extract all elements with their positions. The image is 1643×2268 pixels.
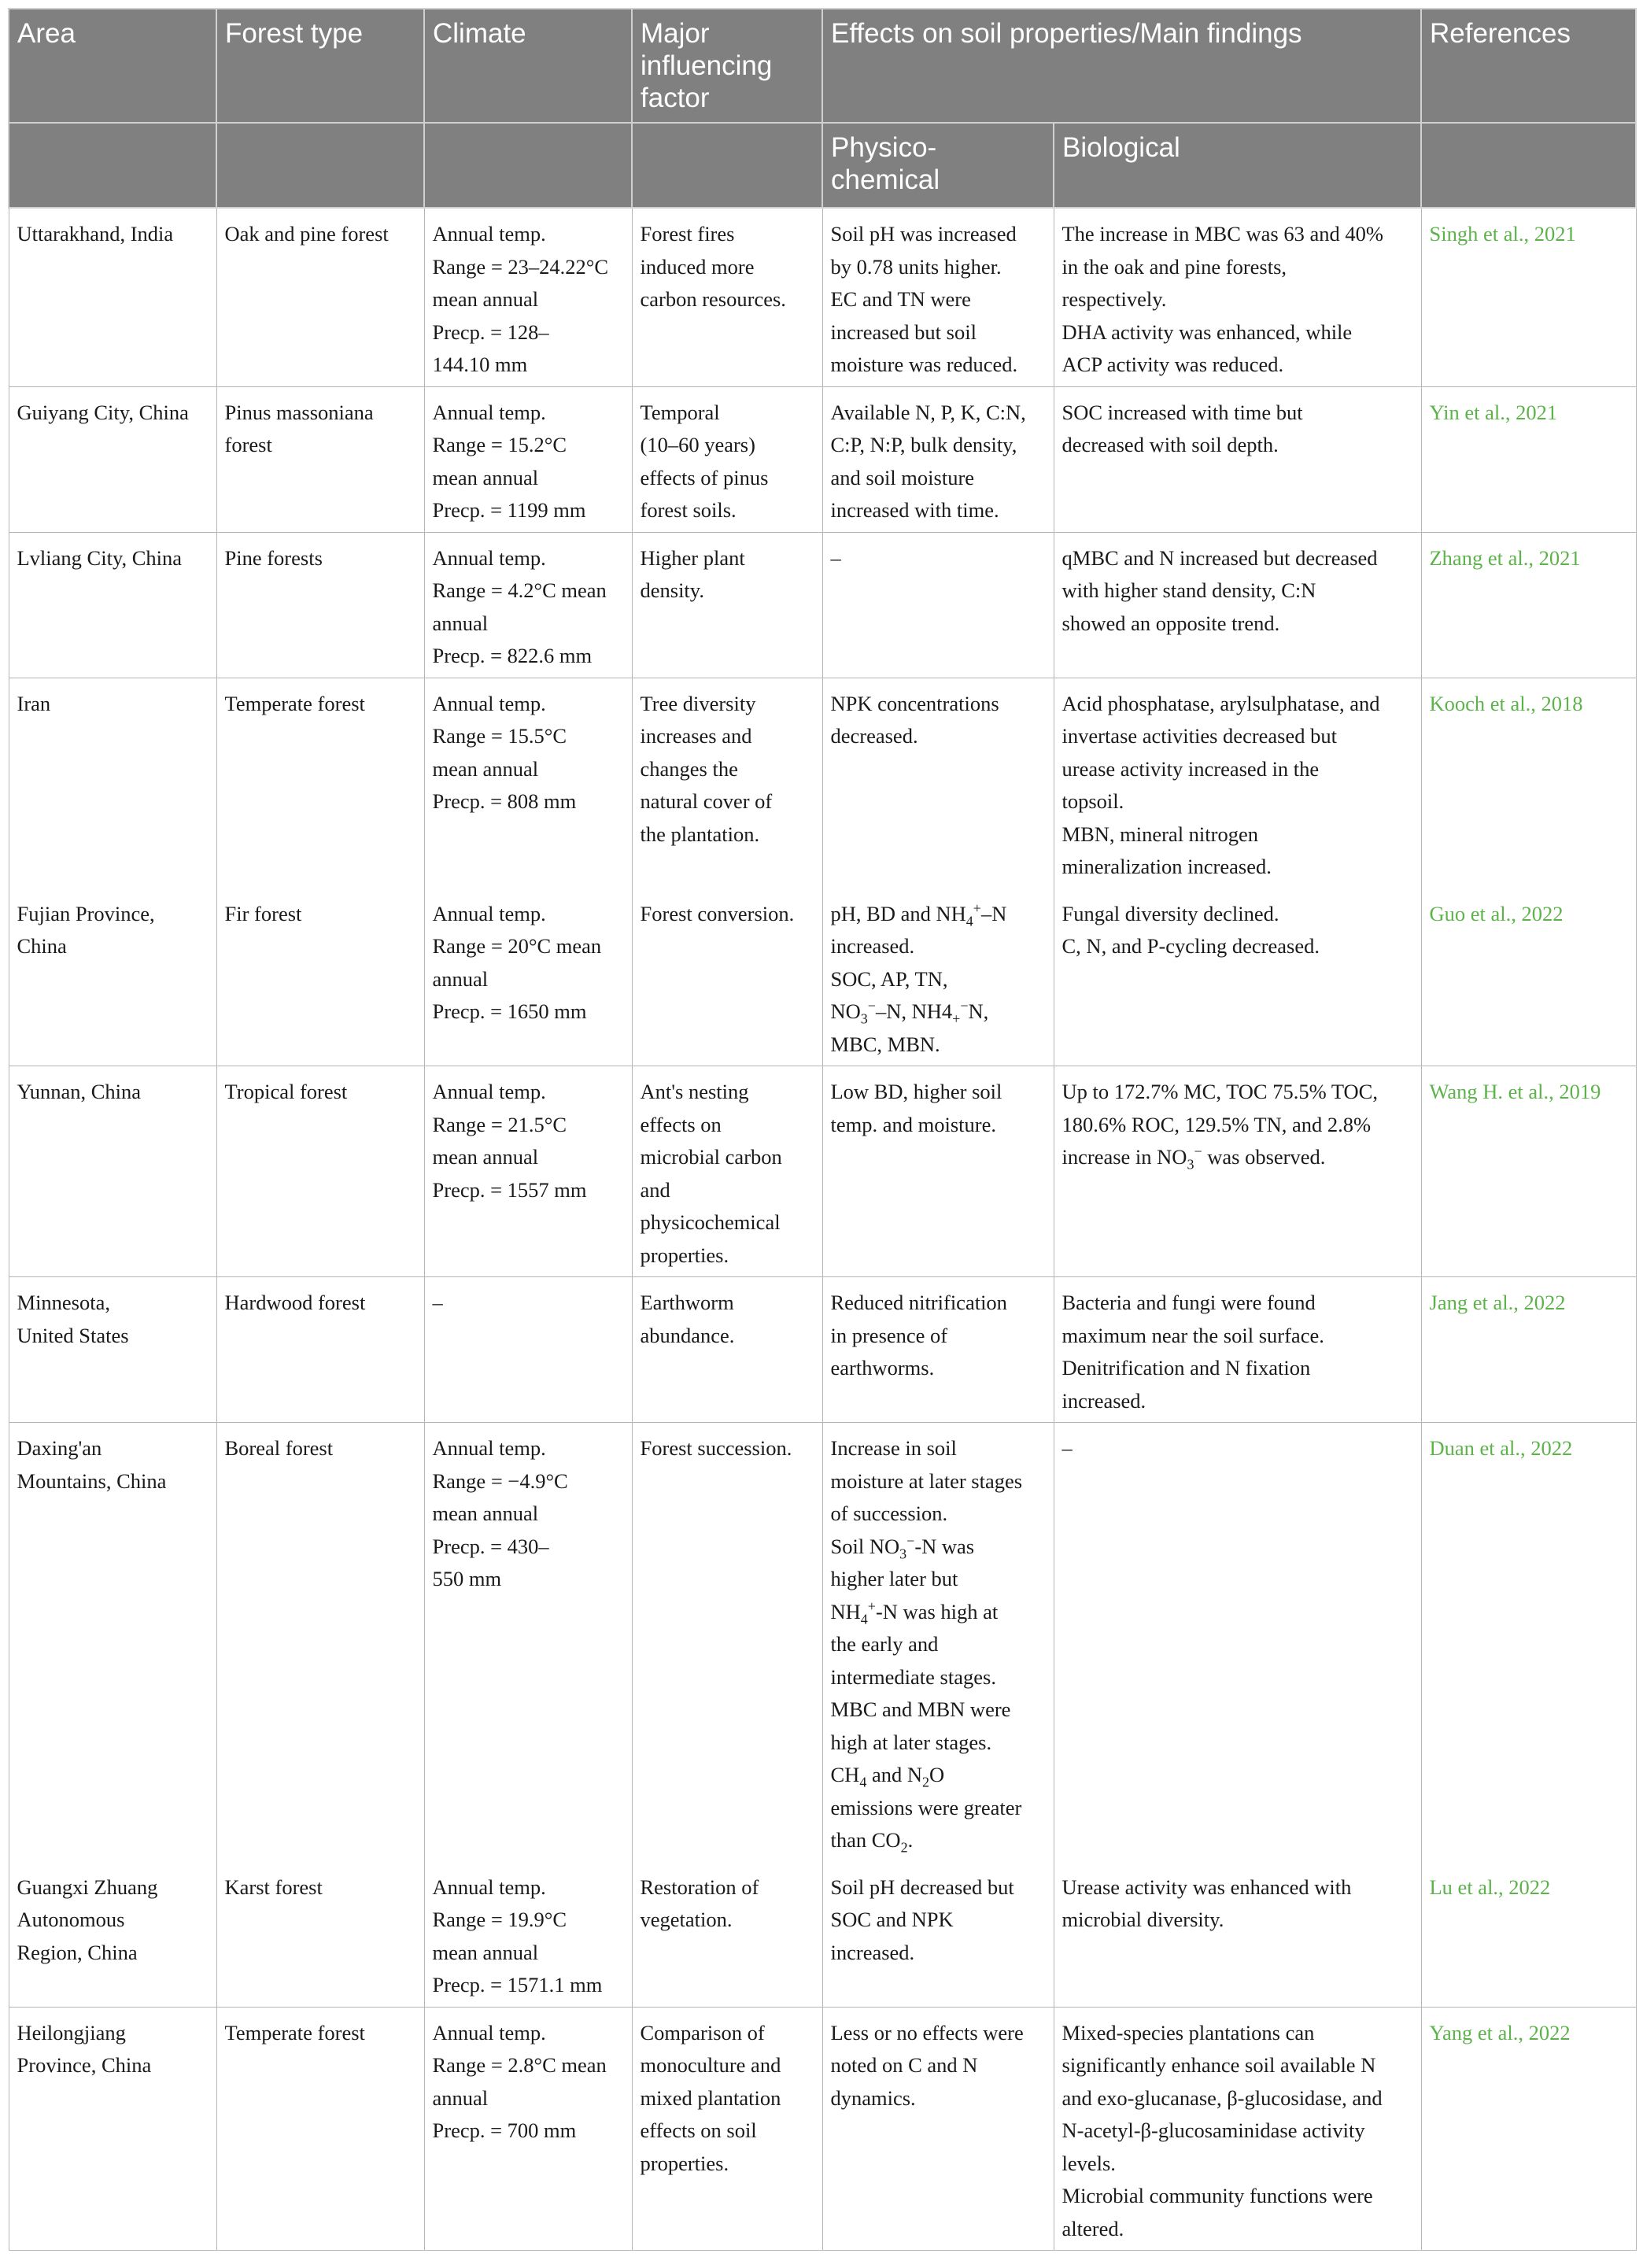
cell-area-line: Fujian Province,: [17, 901, 155, 925]
table-row: [9, 386, 1636, 532]
cell-factor: [632, 1277, 822, 1423]
header-forest-type: Forest type: [216, 9, 424, 123]
cell-area: [9, 1066, 216, 1277]
cell-climate: [424, 1066, 632, 1277]
cell-climate-line: Precp. = 1650 mm: [432, 999, 587, 1023]
cell-factor-line: induced more: [640, 254, 755, 279]
cell-area-line: Lvliang City, China: [17, 545, 183, 570]
cell-physico-chemical-line: Soil pH decreased but: [830, 1875, 1014, 1899]
reference-link[interactable]: Jang et al., 2022: [1429, 1291, 1566, 1314]
cell-reference: [1421, 208, 1636, 386]
cell-physico-chemical-line: C:P, N:P, bulk density,: [830, 433, 1017, 456]
cell-physico-chemical-line: than $CO_2$.: [830, 1828, 914, 1856]
header-physico-line: Physico-: [831, 132, 937, 163]
header-climate: Climate: [424, 9, 632, 123]
cell-climate: [424, 678, 632, 888]
cell-biological-line: Bacteria and fungi were found: [1061, 1291, 1316, 1314]
cell-area-line: Autonomous: [17, 1908, 125, 1931]
cell-physico-chemical-line: increased.: [830, 934, 915, 958]
cell-climate-line: Annual temp.: [432, 545, 546, 570]
cell-area: [9, 1423, 216, 1862]
cell-climate: [424, 888, 632, 1066]
cell-physico-chemical-line: Available N, P, K, C:N,: [830, 400, 1026, 424]
table-body: [9, 208, 1636, 2251]
cell-physico-chemical-line: noted on C and N: [830, 2053, 978, 2077]
cell-physico-chemical: [822, 1277, 1054, 1423]
cell-biological: [1054, 2007, 1421, 2251]
cell-climate-line: Range = 19.9°C: [432, 1908, 567, 1931]
cell-climate-line: mean annual: [432, 287, 539, 311]
cell-biological: [1054, 386, 1421, 532]
cell-biological-line: levels.: [1061, 2151, 1116, 2175]
cell-climate-line: Precp. = 808 mm: [432, 789, 577, 813]
cell-biological: [1054, 1423, 1421, 1862]
cell-physico-chemical-line: by 0.78 units higher.: [830, 254, 1002, 279]
cell-biological-line: Mixed-species plantations can: [1061, 2020, 1315, 2045]
cell-climate-line: Precp. = 1557 mm: [432, 1177, 587, 1202]
header-factor-line: influencing: [641, 50, 773, 81]
cell-climate-line: Range = −4.9°C: [432, 1468, 568, 1493]
cell-biological-line: 180.6% ROC, 129.5% TN, and 2.8%: [1061, 1112, 1372, 1136]
cell-climate-line: Range = 23–24.22°C: [432, 254, 609, 279]
cell-physico-chemical-line: earthworms.: [830, 1356, 935, 1380]
cell-forest-type-line: Pine forests: [224, 545, 323, 570]
cell-physico-chemical-line: $NO_3^--N$, $NH4_+^-N$,: [830, 998, 989, 1027]
cell-area: [9, 678, 216, 888]
cell-area-line: Iran: [17, 691, 51, 715]
header-area: Area: [9, 9, 216, 123]
cell-forest-type-line: Temperate forest: [224, 691, 365, 715]
cell-biological: [1054, 678, 1421, 888]
cell-climate: [424, 1277, 632, 1423]
header-physico-line: chemical: [831, 164, 940, 195]
cell-biological-line: with higher stand density, C:N: [1061, 578, 1316, 602]
cell-climate-line: Range = 15.5°C: [432, 724, 567, 748]
cell-factor-line: effects on soil: [640, 2118, 757, 2142]
cell-climate-line: Range = 15.2°C: [432, 433, 567, 456]
cell-forest-type-line: Pinus massoniana: [224, 400, 374, 424]
cell-climate-line: Range = 21.5°C: [432, 1112, 567, 1136]
cell-climate-line: annual: [432, 611, 489, 635]
cell-climate-line: Precp. = 700 mm: [432, 2118, 577, 2142]
cell-physico-chemical-line: in presence of: [830, 1323, 948, 1347]
cell-factor-line: monoculture and: [640, 2053, 781, 2077]
cell-biological-line: significantly enhance soil available N: [1061, 2053, 1376, 2077]
cell-factor-line: physicochemical: [640, 1210, 781, 1234]
cell-climate-line: Annual temp.: [432, 1080, 546, 1103]
cell-forest-type-line: Temperate forest: [224, 2020, 365, 2045]
table-row: [9, 532, 1636, 678]
reference-link[interactable]: Wang H. et al., 2019: [1429, 1080, 1601, 1103]
cell-area-line: Region, China: [17, 1940, 138, 1964]
cell-biological: [1054, 1862, 1421, 2008]
cell-biological-line: Denitrification and N fixation: [1061, 1356, 1311, 1380]
soil-effects-table: [8, 8, 1637, 2251]
cell-factor-line: increases and: [640, 724, 752, 748]
cell-climate-line: Annual temp.: [432, 691, 546, 715]
cell-factor-line: Temporal: [640, 400, 720, 424]
cell-forest-type: [216, 1423, 424, 1862]
cell-physico-chemical: [822, 532, 1054, 678]
cell-climate-line: mean annual: [432, 1145, 539, 1169]
cell-factor-line: carbon resources.: [640, 287, 786, 311]
table-row: [9, 2007, 1636, 2251]
cell-factor: [632, 1066, 822, 1277]
cell-climate: [424, 2007, 632, 2251]
cell-climate: [424, 386, 632, 532]
cell-forest-type: [216, 678, 424, 888]
cell-climate-line: Precp. = 430–: [432, 1534, 549, 1558]
cell-area-line: Heilongjiang: [17, 2020, 126, 2045]
cell-area-line: United States: [17, 1323, 129, 1347]
cell-factor-line: natural cover of: [640, 789, 773, 813]
header-empty: [632, 123, 822, 208]
cell-physico-chemical-line: higher later but: [830, 1567, 958, 1590]
cell-forest-type: [216, 386, 424, 532]
cell-area-line: Guiyang City, China: [17, 400, 189, 424]
cell-physico-chemical-line: the early and: [830, 1632, 939, 1656]
cell-physico-chemical-line: $CH_4$ and $N_2O$: [830, 1763, 945, 1790]
cell-climate-line: Range = 4.2°C mean: [432, 578, 607, 602]
cell-biological: [1054, 532, 1421, 678]
cell-factor-line: Comparison of: [640, 2020, 765, 2045]
cell-biological: [1054, 1277, 1421, 1423]
cell-reference: [1421, 1862, 1636, 2008]
cell-reference: [1421, 1066, 1636, 1277]
reference-link[interactable]: Zhang et al., 2021: [1429, 545, 1581, 570]
cell-biological-line: –: [1061, 1436, 1073, 1460]
cell-area-line: Minnesota,: [17, 1291, 110, 1314]
cell-physico-chemical-line: Less or no effects were: [830, 2020, 1024, 2045]
cell-physico-chemical-line: dynamics.: [830, 2085, 916, 2110]
table-row: [9, 1277, 1636, 1423]
cell-biological-line: Fungal diversity declined.: [1061, 901, 1279, 925]
cell-factor-line: and: [640, 1177, 670, 1202]
cell-biological-line: urease activity increased in the: [1061, 756, 1320, 781]
cell-forest-type: [216, 208, 424, 386]
cell-forest-type-line: Boreal forest: [224, 1436, 334, 1460]
cell-climate-line: mean annual: [432, 1502, 539, 1525]
cell-climate-line: Annual temp.: [432, 400, 546, 424]
cell-physico-chemical: [822, 1423, 1054, 1862]
cell-biological-line: C, N, and P-cycling decreased.: [1061, 934, 1320, 958]
cell-biological-line: Microbial community functions were: [1061, 2184, 1373, 2207]
cell-biological-line: Up to 172.7% MC, TOC 75.5% TOC,: [1061, 1080, 1378, 1103]
cell-climate-line: Annual temp.: [432, 901, 546, 925]
cell-factor-line: effects on: [640, 1112, 722, 1136]
cell-physico-chemical-line: EC and TN were: [830, 287, 971, 311]
cell-factor-line: vegetation.: [640, 1908, 733, 1931]
cell-area: [9, 1862, 216, 2008]
cell-factor-line: microbial carbon: [640, 1145, 782, 1169]
cell-factor: [632, 1423, 822, 1862]
cell-climate-line: Precp. = 1571.1 mm: [432, 1973, 603, 1997]
header-empty: [9, 123, 216, 208]
cell-physico-chemical-line: increased but soil: [830, 320, 977, 344]
cell-factor-line: Higher plant: [640, 545, 745, 570]
cell-climate-line: 550 mm: [432, 1567, 502, 1590]
cell-climate-line: annual: [432, 2085, 489, 2110]
reference-link[interactable]: Singh et al., 2021: [1429, 222, 1576, 246]
cell-area-line: Daxing'an: [17, 1436, 102, 1460]
cell-factor: [632, 1862, 822, 2008]
cell-biological-line: in the oak and pine forests,: [1061, 254, 1287, 279]
cell-biological-line: MBN, mineral nitrogen: [1061, 822, 1258, 846]
cell-factor-line: Forest succession.: [640, 1436, 792, 1460]
cell-physico-chemical: [822, 888, 1054, 1066]
cell-factor-line: the plantation.: [640, 822, 760, 846]
cell-biological-line: altered.: [1061, 2216, 1124, 2240]
cell-biological-line: qMBC and N increased but decreased: [1061, 545, 1378, 570]
table-row: [9, 1423, 1636, 1862]
cell-area-line: Guangxi Zhuang: [17, 1875, 158, 1899]
cell-reference: [1421, 678, 1636, 888]
table-row: [9, 1066, 1636, 1277]
cell-factor: [632, 208, 822, 386]
cell-area-line: China: [17, 934, 67, 958]
cell-forest-type: [216, 888, 424, 1066]
header-physico-chemical: [822, 123, 1054, 208]
cell-reference: [1421, 1423, 1636, 1862]
cell-physico-chemical-line: of succession.: [830, 1502, 948, 1525]
cell-area: [9, 386, 216, 532]
cell-area-line: Mountains, China: [17, 1468, 167, 1493]
cell-forest-type-line: forest: [224, 433, 272, 456]
cell-physico-chemical-line: and soil moisture: [830, 465, 975, 489]
header-biological: Biological: [1054, 123, 1421, 208]
cell-climate: [424, 532, 632, 678]
reference-link[interactable]: Kooch et al., 2018: [1429, 691, 1583, 715]
table-row: [9, 1862, 1636, 2008]
cell-factor-line: properties.: [640, 1243, 729, 1267]
reference-link[interactable]: Duan et al., 2022: [1429, 1436, 1573, 1460]
cell-physico-chemical-line: emissions were greater: [830, 1795, 1022, 1819]
cell-climate-line: Annual temp.: [432, 1436, 546, 1460]
header-factor-line: factor: [641, 83, 710, 113]
cell-physico-chemical-line: Low BD, higher soil: [830, 1080, 1002, 1103]
cell-reference: [1421, 888, 1636, 1066]
reference-link[interactable]: Lu et al., 2022: [1429, 1875, 1551, 1899]
cell-climate-line: Annual temp.: [432, 1875, 546, 1899]
cell-forest-type: [216, 1862, 424, 2008]
cell-biological-line: mineralization increased.: [1061, 855, 1272, 878]
cell-factor-line: changes the: [640, 756, 738, 781]
cell-physico-chemical: [822, 1066, 1054, 1277]
header-empty: [1421, 123, 1636, 208]
table-row: [9, 888, 1636, 1066]
cell-physico-chemical: [822, 2007, 1054, 2251]
cell-biological: [1054, 208, 1421, 386]
cell-physico-chemical: [822, 208, 1054, 386]
cell-climate: [424, 1862, 632, 2008]
cell-area-line: Uttarakhand, India: [17, 222, 174, 246]
cell-area: [9, 1277, 216, 1423]
cell-biological-line: DHA activity was enhanced, while: [1061, 320, 1353, 344]
header-empty: [216, 123, 424, 208]
cell-physico-chemical: [822, 386, 1054, 532]
cell-biological-line: Acid phosphatase, arylsulphatase, and: [1061, 691, 1380, 715]
cell-forest-type: [216, 2007, 424, 2251]
cell-physico-chemical-line: increased.: [830, 1940, 915, 1964]
cell-forest-type-line: Hardwood forest: [224, 1291, 366, 1314]
header-references: References: [1421, 9, 1636, 123]
table-header: [9, 9, 1636, 208]
reference-link[interactable]: Yin et al., 2021: [1429, 400, 1558, 424]
cell-biological: [1054, 1066, 1421, 1277]
cell-physico-chemical-line: –: [830, 545, 841, 570]
cell-factor: [632, 2007, 822, 2251]
cell-physico-chemical-line: MBC, MBN.: [830, 1032, 940, 1056]
cell-area: [9, 532, 216, 678]
cell-climate-line: –: [432, 1291, 443, 1314]
cell-climate-line: mean annual: [432, 1940, 539, 1964]
cell-physico-chemical-line: MBC and MBN were: [830, 1697, 1011, 1721]
cell-reference: [1421, 532, 1636, 678]
cell-forest-type-line: Fir forest: [224, 901, 302, 925]
cell-physico-chemical-line: Increase in soil: [830, 1436, 957, 1460]
cell-biological-line: invertase activities decreased but: [1061, 724, 1337, 748]
cell-biological-line: The increase in MBC was 63 and 40%: [1061, 222, 1383, 246]
cell-factor-line: properties.: [640, 2151, 729, 2175]
cell-factor: [632, 386, 822, 532]
cell-physico-chemical-line: pH, BD and $NH_4^+-N$: [830, 899, 1007, 929]
table-row: [9, 208, 1636, 386]
cell-climate-line: Range = 20°C mean: [432, 934, 602, 958]
cell-factor-line: Earthworm: [640, 1291, 734, 1314]
cell-biological-line: Urease activity was enhanced with: [1061, 1875, 1352, 1899]
header-factor-line: Major: [641, 18, 710, 49]
cell-reference: [1421, 2007, 1636, 2251]
cell-climate-line: Precp. = 128–: [432, 320, 549, 344]
cell-biological-line: microbial diversity.: [1061, 1908, 1224, 1931]
cell-biological-line: ACP activity was reduced.: [1061, 353, 1284, 376]
cell-physico-chemical-line: NPK concentrations: [830, 691, 999, 715]
cell-factor-line: mixed plantation: [640, 2085, 781, 2110]
cell-physico-chemical-line: Reduced nitrification: [830, 1291, 1007, 1314]
cell-reference: [1421, 1277, 1636, 1423]
header-effects: Effects on soil properties/Main findings: [822, 9, 1421, 123]
cell-factor-line: Forest conversion.: [640, 901, 795, 925]
cell-forest-type: [216, 1277, 424, 1423]
cell-climate-line: Precp. = 822.6 mm: [432, 644, 593, 667]
cell-climate: [424, 1423, 632, 1862]
cell-forest-type-line: Oak and pine forest: [224, 222, 389, 246]
cell-physico-chemical-line: increased with time.: [830, 498, 999, 522]
cell-factor-line: Restoration of: [640, 1875, 759, 1899]
cell-physico-chemical-line: Soil $NO_3^--N$ was: [830, 1532, 975, 1561]
table-row: [9, 678, 1636, 888]
cell-climate-line: mean annual: [432, 756, 539, 781]
cell-biological-line: increased.: [1061, 1388, 1146, 1413]
cell-biological-line: respectively.: [1061, 287, 1167, 311]
cell-physico-chemical-line: Soil pH was increased: [830, 222, 1017, 246]
cell-forest-type-line: Tropical forest: [224, 1080, 348, 1103]
cell-physico-chemical-line: moisture was reduced.: [830, 353, 1018, 376]
cell-factor-line: abundance.: [640, 1323, 735, 1347]
cell-physico-chemical-line: SOC and NPK: [830, 1908, 954, 1931]
cell-factor-line: density.: [640, 578, 704, 602]
cell-climate: [424, 208, 632, 386]
cell-climate-line: Annual temp.: [432, 2020, 546, 2045]
cell-reference: [1421, 386, 1636, 532]
cell-factor-line: Ant's nesting: [640, 1080, 749, 1103]
cell-physico-chemical-line: $NH_4^+-N$ was high at: [830, 1598, 999, 1627]
cell-factor-line: Forest fires: [640, 222, 735, 246]
cell-area: [9, 2007, 216, 2251]
cell-physico-chemical-line: moisture at later stages: [830, 1468, 1023, 1493]
cell-factor: [632, 532, 822, 678]
cell-physico-chemical-line: intermediate stages.: [830, 1664, 996, 1689]
cell-factor: [632, 888, 822, 1066]
cell-factor: [632, 678, 822, 888]
cell-climate-line: Range = 2.8°C mean: [432, 2053, 607, 2077]
cell-factor-line: Tree diversity: [640, 691, 756, 715]
cell-physico-chemical-line: high at later stages.: [830, 1730, 992, 1754]
cell-factor-line: forest soils.: [640, 498, 737, 522]
cell-biological-line: maximum near the soil surface.: [1061, 1323, 1324, 1347]
cell-area-line: Province, China: [17, 2053, 152, 2077]
cell-physico-chemical-line: decreased.: [830, 724, 918, 748]
cell-climate-line: Annual temp.: [432, 222, 546, 246]
cell-physico-chemical: [822, 1862, 1054, 2008]
cell-forest-type: [216, 532, 424, 678]
cell-area-line: Yunnan, China: [17, 1080, 142, 1103]
header-empty: [424, 123, 632, 208]
cell-factor-line: effects of pinus: [640, 465, 769, 489]
cell-biological-line: topsoil.: [1061, 789, 1124, 813]
cell-climate-line: 144.10 mm: [432, 353, 528, 376]
cell-forest-type-line: Karst forest: [224, 1875, 323, 1899]
cell-biological-line: and exo-glucanase, β-glucosidase, and: [1061, 2085, 1383, 2110]
cell-area: [9, 888, 216, 1066]
reference-link[interactable]: Guo et al., 2022: [1429, 901, 1564, 925]
reference-link[interactable]: Yang et al., 2022: [1429, 2020, 1571, 2045]
cell-physico-chemical: [822, 678, 1054, 888]
cell-climate-line: Precp. = 1199 mm: [432, 498, 586, 522]
cell-climate-line: annual: [432, 966, 489, 991]
cell-factor-line: (10–60 years): [640, 433, 755, 456]
header-factor: [632, 9, 822, 123]
cell-biological-line: N-acetyl-β-glucosaminidase activity: [1061, 2118, 1365, 2142]
cell-biological-line: increase in $NO_3^-$ was observed.: [1061, 1143, 1326, 1173]
cell-biological-line: decreased with soil depth.: [1061, 433, 1279, 456]
cell-biological-line: showed an opposite trend.: [1061, 611, 1280, 635]
cell-physico-chemical-line: temp. and moisture.: [830, 1112, 996, 1136]
cell-forest-type: [216, 1066, 424, 1277]
cell-area: [9, 208, 216, 386]
cell-biological-line: SOC increased with time but: [1061, 400, 1303, 424]
cell-climate-line: mean annual: [432, 465, 539, 489]
cell-biological: [1054, 888, 1421, 1066]
cell-physico-chemical-line: SOC, AP, TN,: [830, 966, 948, 991]
